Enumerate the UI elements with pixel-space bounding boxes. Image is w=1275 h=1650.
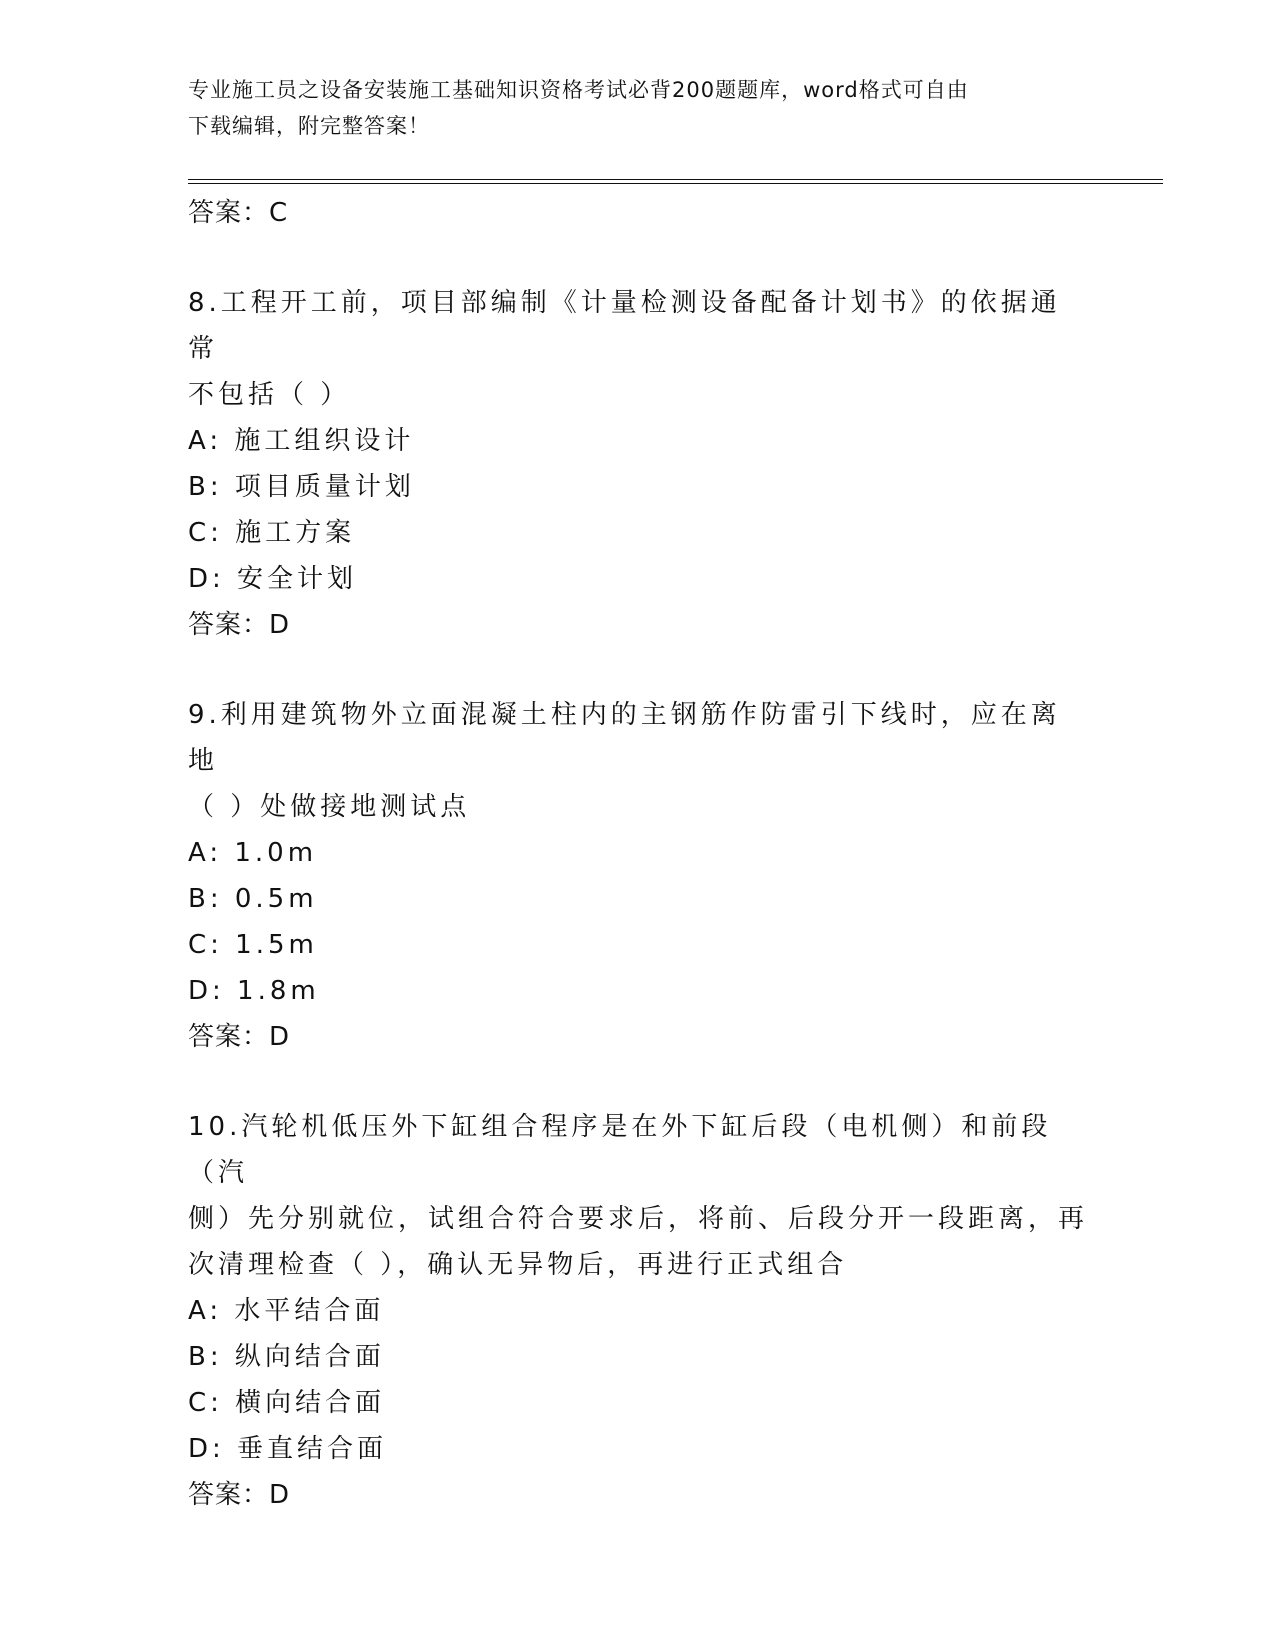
question-text-line: 侧）先分别就位，试组合符合要求后，将前、后段分开一段距离，再	[188, 1204, 1089, 1234]
option-d: D: 安全计划	[188, 564, 358, 594]
option-a: A: 施工组织设计	[188, 426, 415, 456]
option-b: B: 项目质量计划	[188, 472, 415, 502]
answer: 答案：D	[188, 1480, 291, 1510]
question-text-line: 9.利用建筑物外立面混凝土柱内的主钢筋作防雷引下线时，应在离地	[188, 700, 1061, 776]
header-line-2: 下载编辑，附完整答案！	[188, 114, 430, 138]
question-text-line: 不包括（ ）	[188, 380, 351, 410]
option-c: C: 1.5m	[188, 930, 318, 960]
header-divider-bottom	[188, 183, 1163, 184]
answer: 答案：D	[188, 1022, 291, 1052]
document-header	[188, 72, 1088, 144]
question-text-line: 8.工程开工前，项目部编制《计量检测设备配备计划书》的依据通常	[188, 288, 1061, 364]
header-line-1: 专业施工员之设备安装施工基础知识资格考试必背200题题库，word格式可自由	[188, 78, 969, 102]
option-c: C: 施工方案	[188, 518, 356, 548]
option-a: A: 1.0m	[188, 838, 318, 868]
answer: 答案：D	[188, 610, 291, 640]
question-8	[188, 280, 1088, 648]
option-a: A: 水平结合面	[188, 1296, 385, 1326]
question-text-line: 10.汽轮机低压外下缸组合程序是在外下缸后段（电机侧）和前段（汽	[188, 1112, 1052, 1188]
header-divider-top	[188, 179, 1163, 180]
option-c: C: 横向结合面	[188, 1388, 386, 1418]
option-d: D: 1.8m	[188, 976, 320, 1006]
question-text-line: 次清理检查（ ），确认无异物后，再进行正式组合	[188, 1250, 848, 1280]
answer-previous: 答案：C	[188, 198, 289, 228]
option-b: B: 0.5m	[188, 884, 318, 914]
question-list	[188, 190, 1088, 1518]
question-9	[188, 692, 1088, 1060]
question-text-line: （ ）处做接地测试点	[188, 792, 471, 822]
option-d: D: 垂直结合面	[188, 1434, 388, 1464]
option-b: B: 纵向结合面	[188, 1342, 385, 1372]
question-10	[188, 1104, 1088, 1518]
